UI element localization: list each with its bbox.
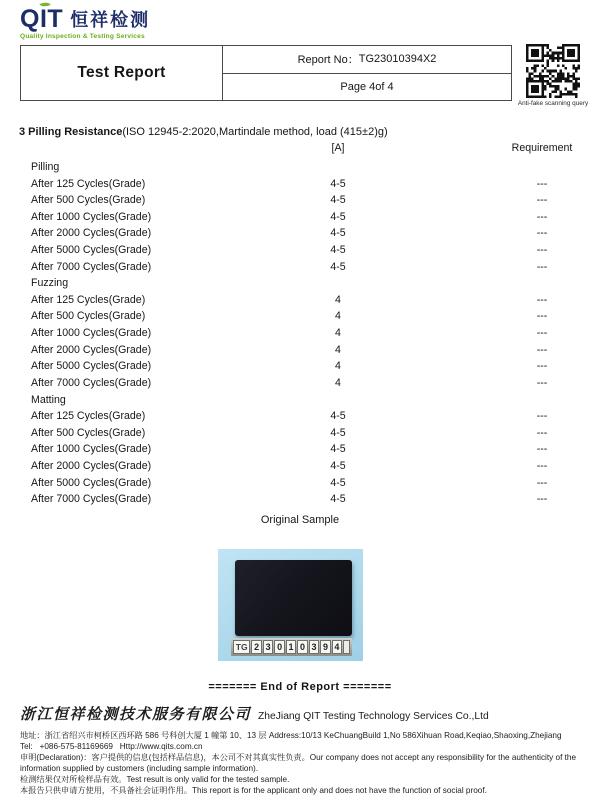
result-row [20,427,582,444]
row-requirement: --- [536,459,548,472]
result-row [20,194,582,211]
footer-lines [20,731,584,796]
sample-label-prefix: TG [233,640,250,654]
result-row [20,477,582,494]
sample-label-digit: 9 [320,640,330,654]
row-label: After 1000 Cycles(Grade) [31,327,152,340]
section-label: Matting [31,393,66,406]
footer-line: Tel: +086-575-81169669 Http://www.qits.com.cn [20,741,203,751]
row-label: After 500 Cycles(Grade) [31,426,146,439]
column-header-requirement: Requirement [511,142,573,154]
row-requirement: --- [536,194,548,207]
row-label: After 5000 Cycles(Grade) [31,476,152,489]
row-value: 4-5 [330,459,346,472]
row-requirement: --- [536,244,548,257]
section-heading-title: 3 Pilling Resistance [19,126,123,138]
anti-fake-qr-block [508,44,598,107]
row-label: After 2000 Cycles(Grade) [31,227,152,240]
result-row [20,327,582,344]
footer-company-en: ZheJiang QIT Testing Technology Services Co.,Ltd [258,711,489,722]
row-value: 4 [335,343,341,356]
sample-label-digit: 4 [332,640,342,654]
company-logo [20,6,150,40]
footer-line: 申明(Declaration)：客户提供的信息(包括样品信息)，本公司不对其真实性负责。Our company does not accept any responsibility for the authenticity of the [20,752,576,762]
row-label: After 7000 Cycles(Grade) [31,493,152,506]
result-row [20,261,582,278]
result-row [20,360,582,377]
row-requirement: --- [536,376,548,389]
footer-line: information supplied by customers (including sample information). [20,763,259,773]
row-requirement: --- [536,260,548,273]
row-label: After 7000 Cycles(Grade) [31,376,152,389]
row-requirement: --- [536,310,548,323]
row-value: 4-5 [330,194,346,207]
row-label: After 5000 Cycles(Grade) [31,360,152,373]
footer-line: 地址：浙江省绍兴市柯桥区西环路 586 号科创大厦 1 幢第 10、13 层 Address:10/13 KeChuangBuild 1,No 586Xihuan Road,Keqiao,Shaoxing,Zhejiang [20,731,562,740]
qr-caption: Anti-fake scanning query [517,100,589,107]
row-requirement: --- [536,343,548,356]
footer-line: 本报告只供申请方使用，不具备社会证明作用。This report is for the applicant only and does not have the function of social proof. [20,785,487,795]
row-value: 4-5 [330,210,346,223]
result-row [20,227,582,244]
sample-label-digit: 3 [263,640,273,654]
result-row [20,244,582,261]
sample-label-digit: 1 [286,640,296,654]
row-value: 4-5 [330,476,346,489]
row-value: 4 [335,310,341,323]
qit-logo-text: Q I T [20,6,63,32]
section-heading [19,126,388,138]
footer-company-cn: 浙江恒祥检测技术服务有限公司 [20,705,252,723]
logo-chinese-name: 恒祥检测 [70,10,151,30]
report-header-table [20,45,512,101]
row-value: 4-5 [330,410,346,423]
row-value: 4-5 [330,177,346,190]
row-requirement: --- [536,360,548,373]
row-value: 4-5 [330,493,346,506]
row-label: After 125 Cycles(Grade) [31,410,146,423]
sample-caption: Original Sample [260,514,340,526]
row-requirement: --- [536,443,548,456]
row-label: After 1000 Cycles(Grade) [31,443,152,456]
section-label: Pilling [31,161,60,173]
row-requirement: --- [536,476,548,489]
row-label: After 2000 Cycles(Grade) [31,459,152,472]
end-of-report: ======= End of Report ======= [208,681,392,693]
qr-code-icon [526,44,580,98]
report-no-label: Report No： [297,54,359,67]
row-value: 4-5 [330,244,346,257]
row-requirement: --- [536,210,548,223]
sample-label-empty-cell [343,640,350,654]
footer [20,703,584,796]
results-rows [20,161,582,510]
row-label: After 500 Cycles(Grade) [31,310,146,323]
section-label: Fuzzing [31,277,69,290]
row-value: 4 [335,293,341,306]
result-row [20,410,582,427]
row-value: 4-5 [330,426,346,439]
result-row [20,377,582,394]
results-header-row [20,142,582,161]
result-row [20,344,582,361]
row-label: After 500 Cycles(Grade) [31,194,146,207]
row-requirement: --- [536,426,548,439]
result-row [20,310,582,327]
row-value: 4 [335,327,341,340]
row-label: After 7000 Cycles(Grade) [31,260,152,273]
row-value: 4-5 [330,260,346,273]
section-row [20,394,582,411]
footer-line: 检测结果仅对所检样品有效。Test result is only valid for the tested sample. [20,774,290,784]
row-value: 4 [335,376,341,389]
result-row [20,211,582,228]
report-title: Test Report [21,46,223,100]
row-requirement: --- [536,493,548,506]
row-requirement: --- [536,327,548,340]
sample-label-digit: 2 [251,640,261,654]
row-requirement: --- [536,227,548,240]
result-row [20,178,582,195]
row-value: 4-5 [330,443,346,456]
result-row [20,493,582,510]
row-value: 4 [335,360,341,373]
row-requirement: --- [536,177,548,190]
row-label: After 125 Cycles(Grade) [31,177,146,190]
sample-label-digit: 0 [297,640,307,654]
column-header-a: [A] [331,142,345,154]
report-no-value: TG23010394X2 [358,53,437,66]
report-no-row [223,46,511,74]
section-row [20,161,582,178]
results-table [20,142,582,510]
row-label: After 1000 Cycles(Grade) [31,210,152,223]
sample-label-strip [231,638,352,656]
sample-label-digit: 0 [274,640,284,654]
result-row [20,294,582,311]
row-label: After 2000 Cycles(Grade) [31,343,152,356]
row-requirement: --- [536,293,548,306]
sample-label-digit: 3 [309,640,319,654]
page-number: Page 4of 4 [340,80,394,93]
row-label: After 125 Cycles(Grade) [31,293,146,306]
result-row [20,460,582,477]
section-row [20,277,582,294]
row-value: 4-5 [330,227,346,240]
row-label: After 5000 Cycles(Grade) [31,244,152,257]
section-heading-method: (ISO 12945-2:2020,Martindale method, load (415±2)g) [122,126,388,138]
result-row [20,443,582,460]
row-requirement: --- [536,410,548,423]
logo-tagline: Quality Inspection & Testing Services [20,33,145,40]
sample-photo [218,549,363,661]
fabric-sample-image [235,560,352,636]
